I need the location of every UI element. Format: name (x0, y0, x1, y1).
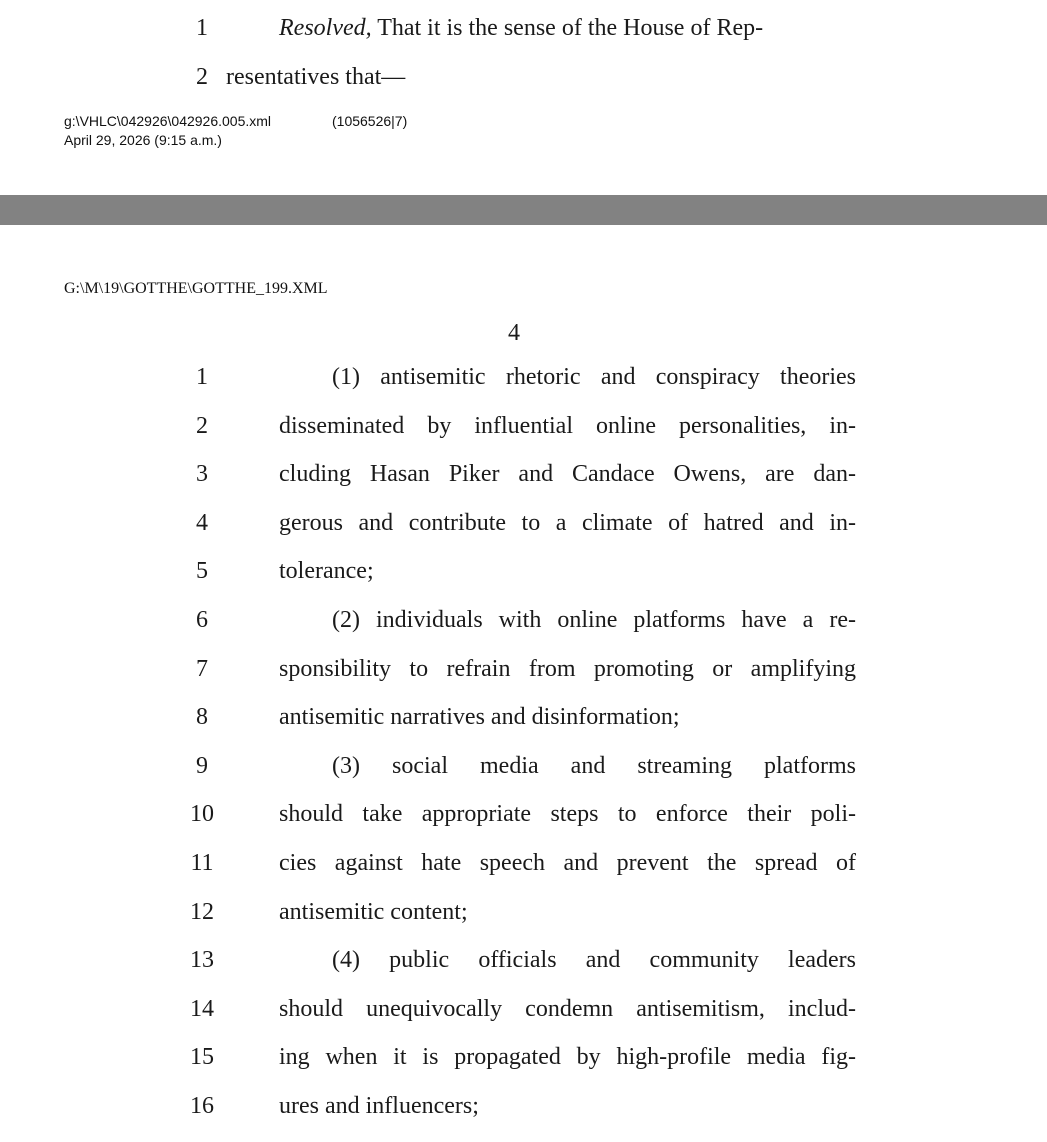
line-text: disseminated by influential online personalities, in- (279, 412, 856, 439)
page-number-text: 4 (508, 320, 520, 346)
line-text: ures and influencers; (279, 1093, 479, 1119)
line-number: 1 (196, 364, 208, 390)
line-text (279, 13, 763, 43)
line-number: 10 (190, 801, 214, 828)
line-number: 14 (190, 995, 214, 1022)
numbered-line (0, 897, 1047, 927)
line-text: resentatives that— (226, 64, 406, 90)
footer-id: (1056526|7) (332, 113, 408, 129)
numbered-line (0, 751, 1047, 781)
line-number: 12 (190, 898, 214, 925)
numbered-line (0, 1091, 1047, 1121)
numbered-line (0, 994, 1047, 1024)
page-divider (0, 195, 1047, 225)
line-text: (1) antisemitic rhetoric and conspiracy theories (332, 364, 856, 390)
numbered-line (0, 848, 1047, 878)
numbered-line (0, 411, 1047, 441)
line-number: 4 (196, 509, 208, 536)
footer-date: April 29, 2026 (9:15 a.m.) (64, 132, 222, 148)
numbered-line (0, 556, 1047, 586)
numbered-line (0, 605, 1047, 635)
line-number: 9 (196, 752, 208, 779)
top-line-1 (0, 13, 1047, 43)
line-number: 6 (196, 607, 208, 633)
line-number: 1 (196, 15, 208, 41)
numbered-line (0, 654, 1047, 684)
top-line-2 (0, 62, 1047, 92)
numbered-line (0, 508, 1047, 538)
line-text: should unequivocally condemn antisemitism, includ- (279, 995, 856, 1022)
footer-path: g:\VHLC\042926\042926.005.xml (64, 113, 272, 129)
line-text: antisemitic narratives and disinformation; (279, 704, 680, 731)
line-number: 2 (196, 64, 208, 90)
resolved-italic: Resolved, (279, 15, 372, 41)
header-path: G:\M\19\GOTTHE\GOTTHE_199.XML (64, 280, 328, 297)
line-number: 11 (190, 850, 214, 876)
line-text: antisemitic content; (279, 898, 468, 925)
line-number: 7 (196, 655, 208, 682)
line-text: cies against hate speech and prevent the spread of (279, 850, 856, 876)
line-text: tolerance; (279, 558, 374, 585)
line-number: 2 (196, 412, 208, 439)
numbered-line (0, 945, 1047, 975)
line-number: 15 (190, 1044, 214, 1071)
line-number: 3 (196, 461, 208, 488)
line-text: (4) public officials and community leaders (332, 947, 856, 974)
line-number: 16 (190, 1093, 214, 1119)
line-text: should take appropriate steps to enforce their poli- (279, 801, 856, 828)
line-text: sponsibility to refrain from promoting or amplifying (279, 655, 856, 682)
line-text: cluding Hasan Piker and Candace Owens, are dan- (279, 461, 856, 488)
numbered-line (0, 702, 1047, 732)
resolved-clause: That it is the sense of the House of Rep- (371, 15, 764, 41)
line-text: gerous and contribute to a climate of hatred and in- (279, 509, 856, 536)
line-number: 8 (196, 704, 208, 731)
line-text: (2) individuals with online platforms have a re- (332, 607, 856, 633)
numbered-line (0, 459, 1047, 489)
line-text: ing when it is propagated by high-profile media fig- (279, 1044, 856, 1071)
line-number: 5 (196, 558, 208, 585)
numbered-line (0, 799, 1047, 829)
numbered-line (0, 1042, 1047, 1072)
line-number: 13 (190, 947, 214, 974)
line-text: (3) social media and streaming platforms (332, 752, 856, 779)
numbered-line (0, 362, 1047, 392)
